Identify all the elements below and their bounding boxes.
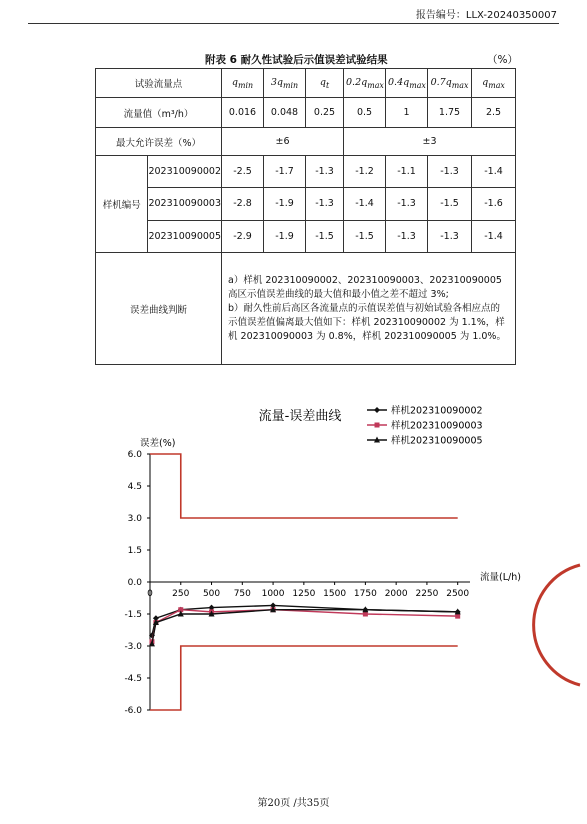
y-tick-label: -3.0 [124, 642, 142, 652]
row-judgement [96, 253, 516, 365]
legend-label: 样机202310090003 [391, 420, 483, 432]
flow-point-cell [472, 69, 516, 98]
seal-stamp-icon [520, 555, 587, 695]
sample-id: 202310090005 [148, 230, 221, 242]
x-tick-label: 2000 [384, 589, 408, 599]
x-tick-label: 1750 [353, 589, 377, 599]
fp-main: q [482, 76, 489, 88]
y-tick-label: -1.5 [124, 610, 142, 620]
data-point [363, 612, 368, 617]
error-cell: -1.9 [264, 220, 306, 252]
limit-line-lower [150, 646, 458, 710]
x-tick-label: 0 [147, 589, 153, 599]
y-tick-label: 6.0 [127, 450, 142, 460]
fp-sub: min [237, 80, 254, 90]
error-cell: -1.9 [264, 188, 306, 220]
flow-value-cell: 1.75 [428, 98, 472, 128]
y-tick-label: 4.5 [127, 482, 142, 492]
mpe-low-value: ±6 [222, 128, 344, 156]
fp-sub: max [451, 80, 469, 90]
fp-sub: min [283, 80, 299, 90]
error-cell: -1.7 [264, 156, 306, 188]
error-cell: -1.6 [472, 188, 516, 220]
chart-title: 流量-误差曲线 [258, 409, 342, 424]
samples-group [96, 156, 222, 253]
error-cell: -1.3 [428, 156, 472, 188]
error-cell: -1.2 [344, 156, 386, 188]
flow-error-chart [0, 400, 587, 720]
error-cell: -1.3 [306, 156, 344, 188]
report-number: 报告编号：LLX-20240350007 [415, 10, 557, 21]
header-divider [28, 23, 559, 24]
flow-value-cell: 0.016 [222, 98, 264, 128]
data-point [455, 614, 460, 619]
error-cell: -1.5 [306, 220, 344, 252]
x-tick-label: 1500 [323, 589, 347, 599]
table-title: 附表 6 耐久性试验后示值误差试验结果 [205, 54, 388, 66]
sample-id: 202310090002 [148, 156, 221, 188]
error-cell: -1.4 [472, 220, 516, 252]
y-tick-label: 1.5 [127, 546, 142, 556]
error-cell: -1.5 [428, 188, 472, 220]
fp-sub: max [488, 80, 505, 90]
x-tick-label: 250 [172, 589, 190, 599]
mpe-label: 最大允许误差（%） [96, 128, 222, 156]
fp-sub: t [325, 80, 330, 90]
y-tick-label: -4.5 [124, 674, 142, 684]
error-cell: -1.5 [344, 220, 386, 252]
error-cell: -1.4 [344, 188, 386, 220]
error-cell: -1.3 [386, 220, 428, 252]
error-cell: -2.5 [222, 156, 264, 188]
judge-label: 误差曲线判断 [96, 253, 222, 365]
error-cell: -1.3 [386, 188, 428, 220]
flow-point-cell [386, 69, 428, 98]
fp-main: q [319, 76, 326, 88]
fp-main: 0.2q [346, 76, 368, 88]
mpe-high-value: ±3 [344, 128, 516, 156]
error-cell: -1.3 [306, 188, 344, 220]
sample-id: 202310090003 [148, 188, 221, 220]
x-tick-label: 500 [202, 589, 221, 599]
x-tick-label: 2500 [446, 589, 470, 599]
error-cell: -2.8 [222, 188, 264, 220]
row-mpe [96, 128, 516, 156]
flow-point-cell [306, 69, 344, 98]
legend-marker [374, 407, 380, 413]
flow-point-cell [344, 69, 386, 98]
x-tick-label: 1000 [261, 589, 285, 599]
judge-text [222, 253, 516, 365]
x-axis-label: 流量(L/h) [480, 572, 521, 583]
legend-label: 样机202310090002 [391, 405, 483, 417]
flow-value-cell: 1 [386, 98, 428, 128]
fp-sub: max [409, 80, 426, 90]
flow-value-cell: 0.048 [264, 98, 306, 128]
x-tick-label: 750 [233, 589, 251, 599]
y-axis-label: 误差(%) [140, 438, 176, 449]
row-flow-points [96, 69, 516, 98]
sample-row [96, 156, 516, 188]
fp-main: 3q [270, 76, 283, 88]
chart [0, 400, 587, 720]
flow-point-cell [222, 69, 264, 98]
error-cell: -2.9 [222, 220, 264, 252]
flow-value-cell: 0.5 [344, 98, 386, 128]
y-tick-label: 3.0 [127, 514, 142, 524]
y-tick-label: 0.0 [127, 578, 142, 588]
fp-sub: max [367, 80, 384, 90]
error-cell: -1.1 [386, 156, 428, 188]
x-tick-label: 2250 [415, 589, 439, 599]
fp-main: 0.7q [430, 76, 452, 88]
flow-value-cell: 2.5 [472, 98, 516, 128]
limit-line-upper [150, 454, 458, 518]
row-flow-values [96, 98, 516, 128]
table-unit: （%） [487, 54, 518, 66]
flow-value-label: 流量值（m³/h） [96, 98, 222, 128]
fp-main: q [231, 76, 238, 88]
flow-point-cell [428, 69, 472, 98]
y-tick-label: -6.0 [124, 706, 142, 716]
results-table [95, 68, 516, 365]
x-tick-label: 1250 [292, 589, 316, 599]
samples-label: 样机编号 [96, 156, 148, 252]
judge-text-a: a）样机 202310090002、202310090003、202310090005 高区示值误差曲线的最大值和最小值之差不超过 3%; [228, 274, 502, 300]
legend-label: 样机202310090005 [391, 435, 483, 447]
error-cell: -1.3 [428, 220, 472, 252]
flow-point-cell [264, 69, 306, 98]
fp-main: 0.4q [388, 76, 410, 88]
error-cell: -1.4 [472, 156, 516, 188]
flow-point-label: 试验流量点 [96, 69, 222, 98]
judge-text-b: b）耐久性前后高区各流量点的示值误差值与初始试验各相应点的示值误差值偏离最大值如下：样机 202310090002 为 1.1%，样机 202310090003 为 0.8%，样机 202310090005 为 1.0%。 [228, 302, 506, 342]
page-number: 第20页 /共35页 [257, 798, 330, 809]
flow-value-cell: 0.25 [306, 98, 344, 128]
legend-marker [375, 423, 380, 428]
